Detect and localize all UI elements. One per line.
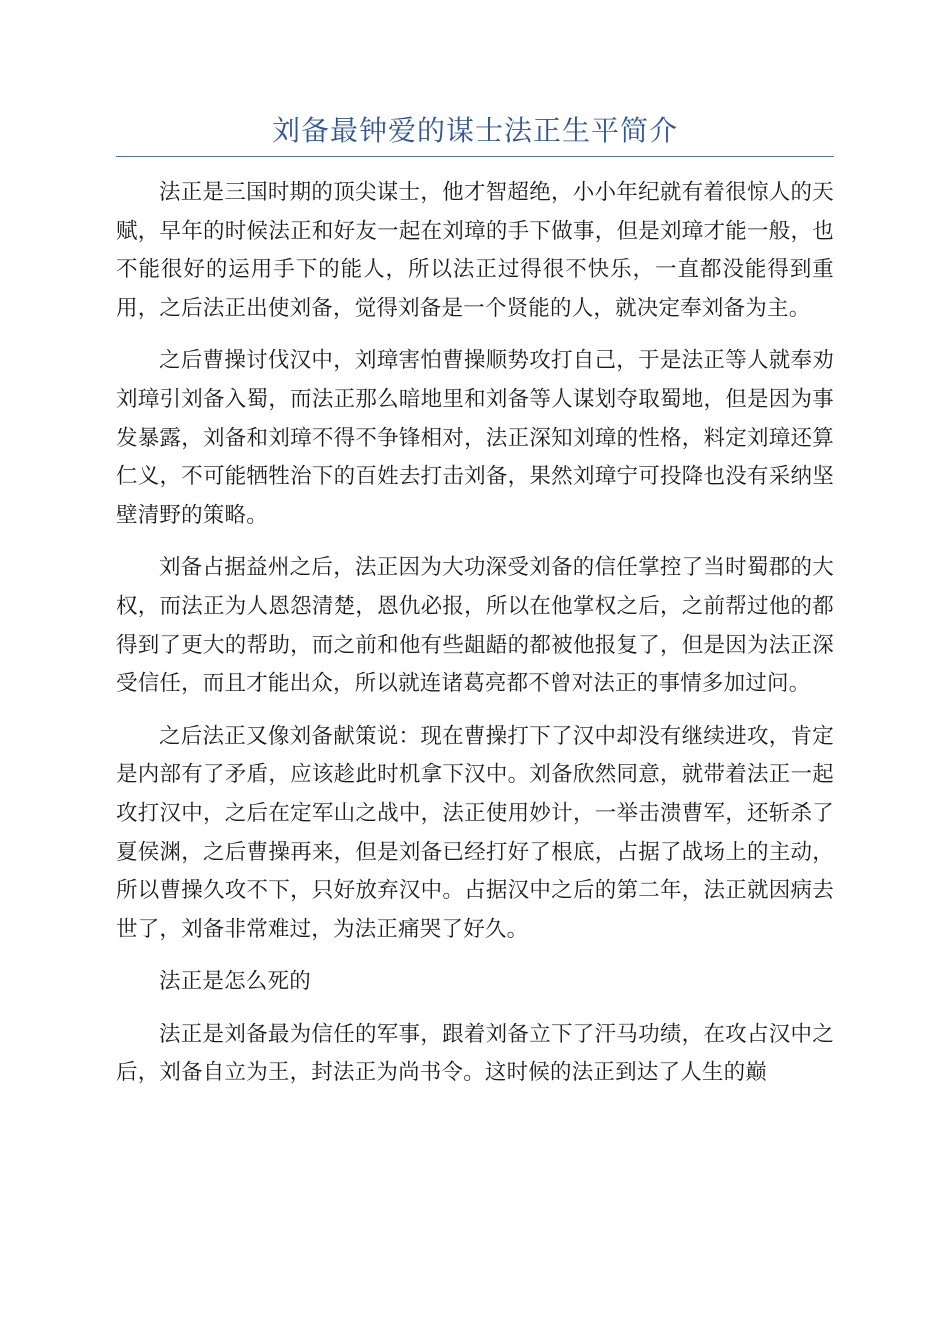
paragraph: 之后法正又像刘备献策说：现在曹操打下了汉中却没有继续进攻，肯定是内部有了矛盾，应该趁此时机拿下汉中。刘备欣然同意，就带着法正一起攻打汉中，之后在定军山之战中，法正使用妙计，一举击溃曹军，还斩杀了夏侯渊，之后曹操再来，但是刘备已经打好了根底，占据了战场上的主动，所以曹操久攻不下，只好放弃汉中。占据汉中之后的第二年，法正就因病去世了，刘备非常难过，为法正痛哭了好久。 xyxy=(116,723,834,942)
section-heading: 法正是怎么死的 xyxy=(159,969,311,995)
document-title: 刘备最钟爱的谋士法正生平简介 xyxy=(271,114,678,147)
title-block xyxy=(116,112,834,157)
paragraph: 之后曹操讨伐汉中，刘璋害怕曹操顺势攻打自己，于是法正等人就奉劝刘璋引刘备入蜀，而法正那么暗地里和刘备等人谋划夺取蜀地，但是因为事发暴露，刘备和刘璋不得不争锋相对，法正深知刘璋的性格，料定刘璋还算仁义，不可能牺牲治下的百姓去打击刘备，果然刘璋宁可投降也没有采纳坚壁清野的策略。 xyxy=(116,348,834,528)
document-body xyxy=(116,174,834,1107)
paragraph: 刘备占据益州之后，法正因为大功深受刘备的信任掌控了当时蜀郡的大权，而法正为人恩怨清楚，恩仇必报，所以在他掌权之后，之前帮过他的都得到了更大的帮助，而之前和他有些龃龉的都被他报复了，但是因为法正深受信任，而且才能出众，所以就连诸葛亮都不曾对法正的事情多加过问。 xyxy=(116,555,834,697)
paragraph: 法正是三国时期的顶尖谋士，他才智超绝，小小年纪就有着很惊人的天赋，早年的时候法正和好友一起在刘璋的手下做事，但是刘璋才能一般，也不能很好的运用手下的能人，所以法正过得很不快乐，一直都没能得到重用，之后法正出使刘备，觉得刘备是一个贤能的人，就决定奉刘备为主。 xyxy=(116,180,834,321)
paragraph: 法正是刘备最为信任的军事，跟着刘备立下了汗马功绩，在攻占汉中之后，刘备自立为王，封法正为尚书令。这时候的法正到达了人生的巅 xyxy=(116,1021,834,1086)
